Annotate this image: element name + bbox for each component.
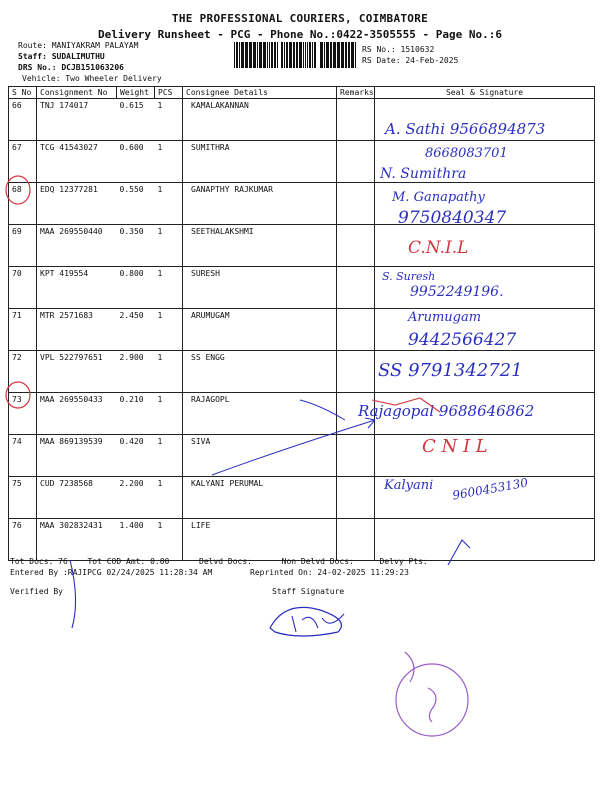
entered-by: Entered By :RAJIPCG 02/24/2025 11:28:34 AM (10, 568, 213, 577)
staff-signature-mark (270, 607, 341, 636)
handwriting-r67a: 8668083701 (425, 146, 508, 161)
cell-weight: 0.800 (117, 267, 155, 309)
cell-weight: 0.550 (117, 183, 155, 225)
handwriting-r71b: 9442566427 (408, 330, 517, 350)
company-title: THE PROFESSIONAL COURIERS, COIMBATORE (171, 12, 429, 25)
circle-mark-68 (6, 176, 30, 204)
sheet-title: Delivery Runsheet - PCG - Phone No.:0422-3505555 - Page No.:6 (98, 28, 502, 41)
cell-sno: 76 (9, 519, 37, 561)
cell-cn: TNJ 174017 (37, 99, 117, 141)
cell-sno: 72 (9, 351, 37, 393)
staff-signature-label: Staff Signature (272, 587, 345, 596)
cell-pcs: 1 (155, 141, 183, 183)
handwriting-r69: C.N.I.L (408, 238, 469, 258)
cell-pcs: 1 (155, 351, 183, 393)
cell-sno: 73 (9, 393, 37, 435)
rs-no-line: RS No.: 1510632 (362, 45, 435, 54)
cell-cn: CUD 7238568 (37, 477, 117, 519)
handwriting-r70a: S. Suresh (382, 270, 436, 283)
cell-cn: EDQ 12377281 (37, 183, 117, 225)
cell-sno: 75 (9, 477, 37, 519)
cell-cn: MAA 302832431 (37, 519, 117, 561)
cell-cn: KPT 419554 (37, 267, 117, 309)
cell-pcs: 1 (155, 393, 183, 435)
cell-sno: 69 (9, 225, 37, 267)
drs-line: DRS No.: DCJB151063206 (18, 63, 124, 72)
cell-pcs: 1 (155, 477, 183, 519)
vehicle-line: Vehicle: Two Wheeler Delivery (22, 74, 162, 83)
cell-weight: 0.615 (117, 99, 155, 141)
cell-cn: TCG 41543027 (37, 141, 117, 183)
staff-value: SUDALIMUTHU (51, 52, 105, 61)
cell-cn: MAA 269550433 (37, 393, 117, 435)
cell-consignee: SIVA (183, 435, 337, 477)
stamp-scribble (405, 652, 436, 722)
delvd-docs: Delvd Docs: (199, 557, 252, 566)
cell-sno: 70 (9, 267, 37, 309)
cell-sno: 71 (9, 309, 37, 351)
cell-weight: 0.600 (117, 141, 155, 183)
handwriting-r68a: M. Ganapathy (392, 190, 485, 205)
handwriting-r75b: 9600453130 (451, 475, 529, 503)
cell-sno: 67 (9, 141, 37, 183)
red-arrow-mark (372, 398, 440, 412)
verified-by-label: Verified By (10, 587, 63, 596)
cell-consignee: LIFE (183, 519, 337, 561)
cell-cn: MTR 2571683 (37, 309, 117, 351)
cell-consignee: SURESH (183, 267, 337, 309)
cell-weight: 1.400 (117, 519, 155, 561)
arrow-mark (212, 418, 375, 475)
cell-weight: 2.450 (117, 309, 155, 351)
stroke-mark (300, 400, 345, 420)
cell-pcs: 1 (155, 435, 183, 477)
cell-weight: 0.350 (117, 225, 155, 267)
col-header: Consignment No (37, 87, 117, 99)
cell-consignee: SS ENGG (183, 351, 337, 393)
handwriting-r74: C N I L (422, 436, 488, 457)
handwriting-r75a: Kalyani (384, 478, 434, 493)
handwriting-r70b: 9952249196. (410, 284, 504, 300)
delvy-pts: Delvy Pts: (379, 557, 428, 566)
cell-consignee: KALYANI PERUMAL (183, 477, 337, 519)
cell-pcs: 1 (155, 99, 183, 141)
tot-cod: Tot COD Amt: 0.00 (87, 557, 170, 566)
reprinted-on: Reprinted On: 24-02-2025 11:29:23 (250, 568, 409, 577)
cell-pcs: 1 (155, 267, 183, 309)
cell-weight: 0.420 (117, 435, 155, 477)
cell-sno: 68 (9, 183, 37, 225)
cell-weight: 0.210 (117, 393, 155, 435)
col-header: Seal & Signature (375, 87, 595, 99)
cell-cn: MAA 269550440 (37, 225, 117, 267)
footer-totals (10, 556, 600, 567)
staff-line: Staff: SUDALIMUTHU (18, 52, 105, 61)
cell-pcs: 1 (155, 183, 183, 225)
cell-weight: 2.900 (117, 351, 155, 393)
cell-cn: MAA 869139539 (37, 435, 117, 477)
col-header: Weight (117, 87, 155, 99)
vehicle-value: Two Wheeler Delivery (65, 74, 162, 83)
cell-pcs: 1 (155, 519, 183, 561)
drs-value: DCJB151063206 (61, 63, 124, 72)
cell-sno: 66 (9, 99, 37, 141)
handwriting-r71a: Arumugam (408, 310, 482, 325)
handwriting-r67b: N. Sumithra (380, 166, 467, 182)
tot-docs: Tot Docs: 76 (10, 557, 68, 566)
cell-pcs: 1 (155, 225, 183, 267)
handwriting-r66: A. Sathi 9566894873 (385, 120, 546, 138)
cell-consignee: GANAPTHY RAJKUMAR (183, 183, 337, 225)
col-header: S No (9, 87, 37, 99)
handwriting-r72: SS 9791342721 (378, 360, 523, 381)
cell-weight: 2.200 (117, 477, 155, 519)
rs-no-value: 1510632 (400, 45, 435, 54)
cell-consignee: KAMALAKANNAN (183, 99, 337, 141)
handwriting-r68b: 9750840347 (398, 208, 507, 228)
cell-consignee: SUMITHRA (183, 141, 337, 183)
cell-consignee: SEETHALAKSHMI (183, 225, 337, 267)
route-value: MANIYAKRAM PALAYAM (51, 41, 139, 50)
non-delvd-docs: Non Delvd Docs: (281, 557, 354, 566)
handwriting-r73: Rajagopal 9688646862 (358, 402, 535, 420)
stamp-seal (396, 664, 468, 736)
cell-pcs: 1 (155, 309, 183, 351)
rs-date-value: 24-Feb-2025 (405, 56, 459, 65)
col-header: Consignee Details (183, 87, 337, 99)
col-header: Remarks (337, 87, 375, 99)
cell-consignee: ARUMUGAM (183, 309, 337, 351)
circle-mark-73 (6, 382, 30, 408)
signature-scribble (292, 614, 344, 632)
cell-cn: VPL 522797651 (37, 351, 117, 393)
col-header: PCS (155, 87, 183, 99)
cell-sno: 74 (9, 435, 37, 477)
cell-consignee: RAJAGOPL (183, 393, 337, 435)
route-line: Route: MANIYAKRAM PALAYAM (18, 41, 139, 50)
rs-date-line: RS Date: 24-Feb-2025 (362, 56, 459, 65)
